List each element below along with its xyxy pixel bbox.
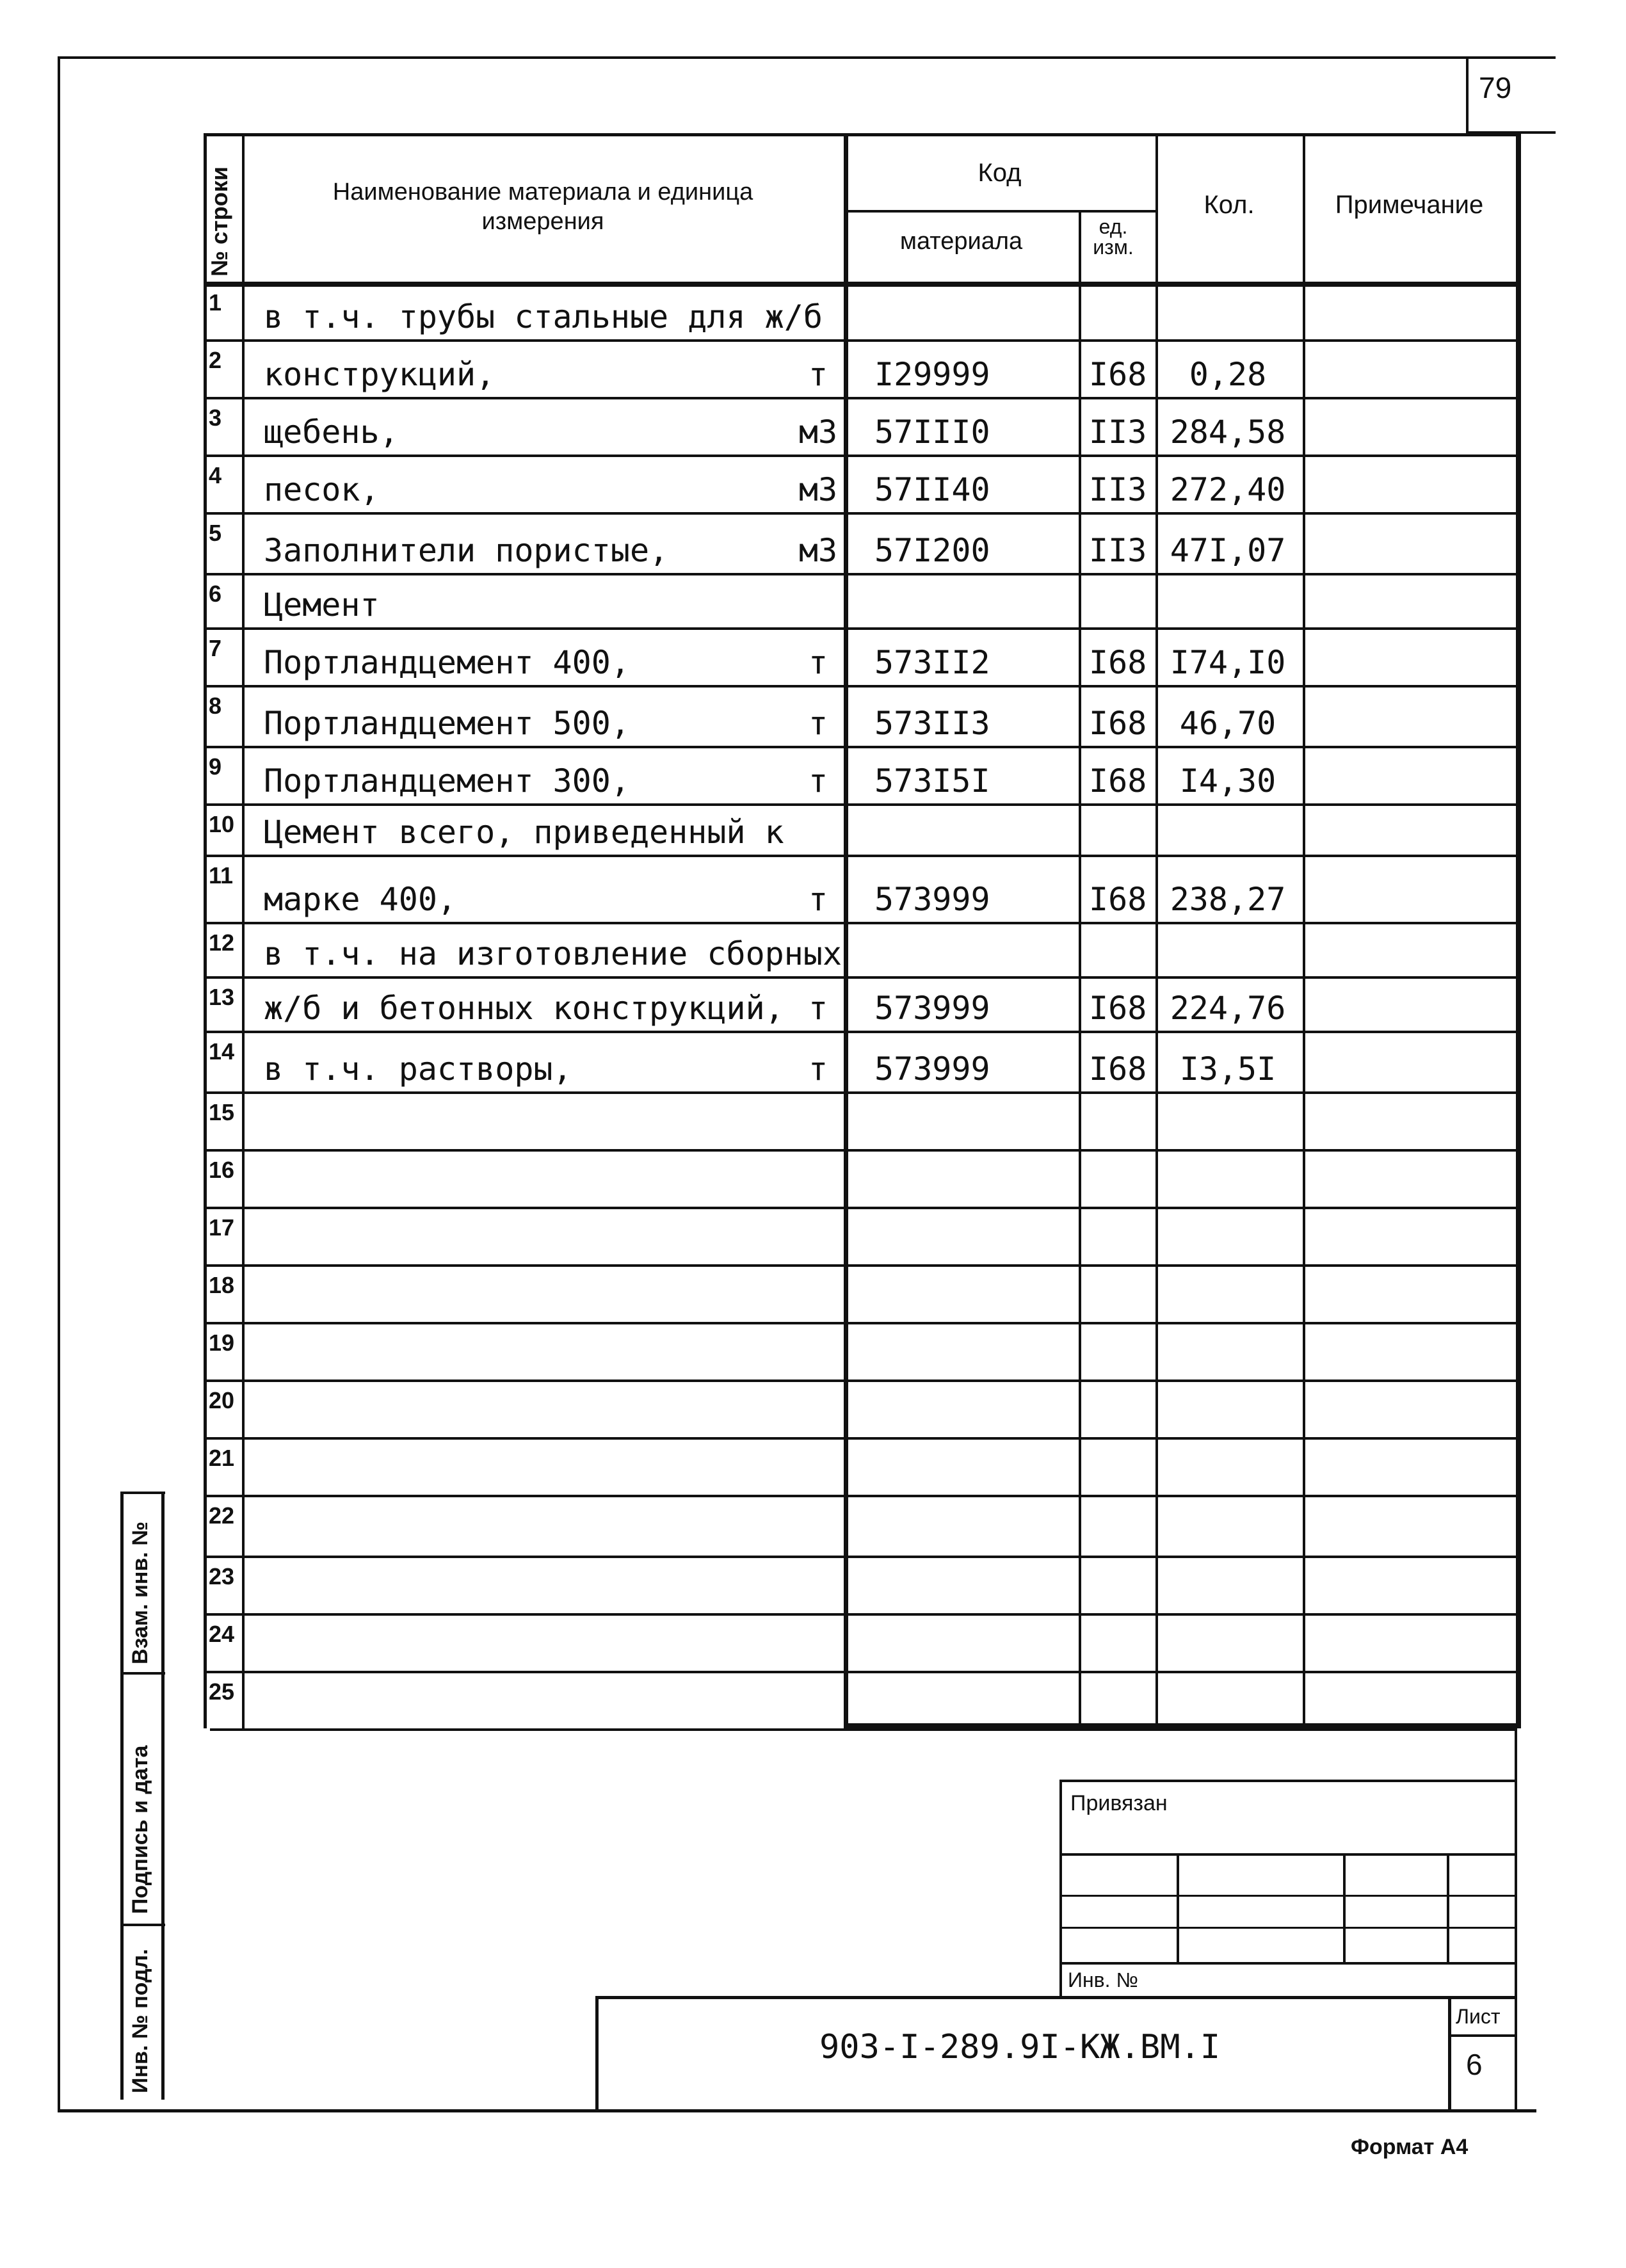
row-line [204, 627, 1516, 630]
row-qty [1159, 1561, 1296, 1609]
tb-col-1 [1177, 1853, 1179, 1962]
row-qty [1159, 1676, 1296, 1725]
row-line [204, 1264, 1516, 1267]
tb-designation-left [595, 1996, 599, 2111]
row-name: марке 400, [264, 881, 457, 918]
table-right-border [1516, 133, 1521, 1728]
row-unit-text: м3 [798, 532, 838, 569]
row-code: 573II2 [874, 644, 990, 681]
row-qty [1159, 1500, 1296, 1552]
row-unit-text [799, 927, 837, 972]
table-left-border [204, 133, 207, 1728]
header-note: Примечание [1335, 191, 1484, 219]
row-line [204, 855, 1516, 857]
header-row-number: № строки [206, 166, 232, 277]
header-bottom-line [204, 282, 1516, 287]
side-strip-top [120, 1492, 165, 1494]
tb-sheet-left [1448, 1996, 1451, 2111]
row-qty: I74,I0 [1170, 644, 1286, 681]
frame-left [58, 56, 60, 2111]
row-line [204, 685, 1516, 688]
row-code: 57I200 [874, 532, 990, 569]
row-unit-text [799, 1385, 837, 1433]
row-unit-text [799, 1097, 837, 1145]
row-number: 16 [209, 1157, 235, 1183]
row-unit-code: I68 [1089, 1050, 1147, 1088]
row-number: 8 [209, 693, 222, 719]
row-line [204, 1437, 1516, 1440]
row-unit-text [799, 1154, 837, 1203]
row-code: 573999 [874, 1050, 990, 1088]
podpis-data-label: Подпись и дата [128, 1745, 152, 1914]
row-qty [1159, 1154, 1296, 1203]
side-strip-left [120, 1492, 124, 2100]
row-number: 3 [209, 405, 222, 431]
header-qty: Кол. [1203, 191, 1255, 219]
row-number: 20 [209, 1387, 235, 1413]
row-qty: 0,28 [1189, 356, 1267, 393]
row-name: Портландцемент 500, [264, 705, 630, 742]
row-name: Цемент всего, приведенный к [264, 814, 784, 851]
row-line [204, 573, 1516, 575]
frame-top [58, 56, 1556, 59]
row-name: Портландцемент 400, [264, 644, 630, 681]
row-line [204, 1671, 1516, 1673]
row-qty [1159, 1618, 1296, 1667]
row-line [204, 1207, 1516, 1209]
row-number: 2 [209, 347, 222, 373]
row-unit-code: II3 [1089, 471, 1147, 508]
row-name: Цемент [264, 586, 380, 623]
row-number: 12 [209, 929, 235, 956]
page-number-box-left [1466, 56, 1469, 133]
row-qty: 238,27 [1170, 881, 1286, 918]
row-qty: 47I,07 [1170, 532, 1286, 569]
row-unit-text: т [808, 356, 828, 393]
row-unit-text [799, 1676, 837, 1725]
row-number: 13 [209, 984, 235, 1010]
row-number: 23 [209, 1563, 235, 1589]
row-unit-text [799, 1269, 837, 1318]
row-name: Заполнители пористые, [264, 532, 669, 569]
header-material: материала [899, 228, 1023, 255]
side-strip-div1 [120, 1672, 165, 1675]
row-qty [1159, 1442, 1296, 1491]
row-number: 10 [209, 811, 235, 837]
header-name: Наименование материала и единица измерения [332, 179, 753, 235]
row-qty [1159, 287, 1296, 335]
row-number: 18 [209, 1272, 235, 1298]
row-number: 1 [209, 289, 222, 316]
page-number: 79 [1479, 71, 1512, 104]
row-name: ж/б и бетонных конструкций, [264, 990, 784, 1027]
side-strip-div2 [120, 1924, 165, 1926]
tb-designation-top [595, 1996, 1517, 1999]
row-unit-code: I68 [1089, 990, 1147, 1027]
tb-top [210, 1728, 1516, 1731]
row-number: 4 [209, 462, 222, 488]
row-line [204, 1379, 1516, 1382]
row-code: 57III0 [874, 414, 990, 451]
row-line [204, 1149, 1516, 1152]
row-line [204, 746, 1516, 748]
tb-right [1515, 1728, 1517, 2112]
row-line [204, 1322, 1516, 1324]
row-qty [1159, 1097, 1296, 1145]
row-name: в т.ч. трубы стальные для ж/б [264, 298, 823, 335]
row-number: 6 [209, 581, 222, 607]
row-line [204, 397, 1516, 399]
row-unit-text: т [808, 990, 828, 1027]
document-designation: 903-I-289.9I-КЖ.ВМ.I [819, 2028, 1221, 2066]
tb-privyazan-left [1059, 1780, 1062, 1997]
tb-sheet-div [1448, 2034, 1517, 2037]
row-line [204, 1495, 1516, 1497]
inv-no-label: Инв. № [1068, 1968, 1138, 1991]
row-number: 14 [209, 1038, 235, 1065]
row-name: щебень, [264, 414, 399, 451]
row-unit-text [799, 1618, 837, 1667]
header-code: Код [978, 159, 1022, 187]
row-qty [1159, 1385, 1296, 1433]
row-qty [1159, 578, 1296, 623]
row-code: 573II3 [874, 705, 990, 742]
row-unit-text: т [808, 762, 828, 800]
row-name: конструкций, [264, 356, 495, 393]
row-qty [1159, 808, 1296, 851]
row-number: 21 [209, 1445, 235, 1471]
row-line [204, 922, 1516, 924]
row-name: в т.ч. на изготовление сборных [264, 935, 842, 972]
row-qty [1159, 1269, 1296, 1318]
tb-col-3 [1447, 1853, 1449, 1962]
row-unit-text [799, 1561, 837, 1609]
row-line [204, 454, 1516, 457]
name-col-border [844, 133, 848, 1728]
row-qty: I3,5I [1179, 1050, 1276, 1088]
row-qty: 284,58 [1170, 414, 1286, 451]
row-number: 22 [209, 1502, 235, 1529]
row-number: 24 [209, 1621, 235, 1647]
header-unit: ед. изм. [1093, 215, 1134, 259]
row-code: I29999 [874, 356, 990, 393]
row-qty: 224,76 [1170, 990, 1286, 1027]
row-line [204, 339, 1516, 342]
row-unit-code: II3 [1089, 414, 1147, 451]
row-number: 15 [209, 1099, 235, 1125]
row-line [204, 976, 1516, 979]
row-name: песок, [264, 471, 380, 508]
row-number: 19 [209, 1330, 235, 1356]
row-line [204, 803, 1516, 806]
row-unit-text [799, 808, 837, 851]
row-unit-text: т [808, 705, 828, 742]
row-unit-text: т [808, 1050, 828, 1088]
sheet-number: 6 [1466, 2048, 1483, 2081]
row-qty [1159, 927, 1296, 972]
row-line [204, 1613, 1516, 1616]
row-line [204, 1091, 1516, 1094]
row-unit-code: I68 [1089, 705, 1147, 742]
header-top-line [204, 133, 1516, 136]
row-unit-text [799, 1327, 837, 1376]
privyazan-label: Привязан [1070, 1791, 1168, 1815]
row-number: 5 [209, 520, 222, 546]
code-col-border [1079, 210, 1081, 1728]
tb-line-4 [1059, 1962, 1517, 1965]
inv-podl-label: Инв. № подл. [128, 1949, 152, 2093]
row-qty: 46,70 [1179, 705, 1276, 742]
row-code: 57II40 [874, 471, 990, 508]
row-unit-code: I68 [1089, 644, 1147, 681]
row-unit-text: т [808, 881, 828, 918]
row-qty [1159, 1327, 1296, 1376]
row-line [204, 1556, 1516, 1558]
sheet-label: Лист [1456, 2005, 1501, 2028]
row-number: 25 [209, 1678, 235, 1705]
tb-col-2 [1343, 1853, 1346, 1962]
row-code: 573999 [874, 990, 990, 1027]
row-unit-text [799, 1212, 837, 1260]
row-unit-code: I68 [1089, 356, 1147, 393]
row-unit-text [799, 1442, 837, 1491]
row-number: 11 [209, 862, 234, 889]
row-unit-text [799, 287, 837, 335]
row-number: 7 [209, 635, 222, 661]
tb-privyazan-top [1059, 1780, 1517, 1782]
header-code-divider [844, 210, 1155, 213]
row-qty: I4,30 [1179, 762, 1276, 800]
format-label: Формат А4 [1351, 2135, 1469, 2159]
vzam-inv-label: Взам. инв. № [128, 1521, 152, 1664]
row-name: Портландцемент 300, [264, 762, 630, 800]
row-code: 573999 [874, 881, 990, 918]
row-unit-code: I68 [1089, 762, 1147, 800]
row-unit-code: I68 [1089, 881, 1147, 918]
row-qty [1159, 1212, 1296, 1260]
row-unit-text: м3 [798, 471, 838, 508]
bottom-frame [58, 2109, 1536, 2112]
row-number: 9 [209, 753, 222, 780]
row-unit-text: м3 [798, 414, 838, 451]
unit-col-border [1155, 133, 1158, 1728]
row-unit-text [799, 1500, 837, 1552]
row-unit-code: II3 [1089, 532, 1147, 569]
row-code: 573I5I [874, 762, 990, 800]
row-unit-text [799, 578, 837, 623]
row-line [204, 1031, 1516, 1033]
side-strip-right [161, 1492, 165, 2100]
row-unit-text: т [808, 644, 828, 681]
row-number: 17 [209, 1214, 235, 1241]
row-name: в т.ч. растворы, [264, 1050, 572, 1088]
rownum-col-border [242, 133, 245, 1728]
qty-col-border [1303, 133, 1305, 1728]
row-line [204, 512, 1516, 515]
row-qty: 272,40 [1170, 471, 1286, 508]
